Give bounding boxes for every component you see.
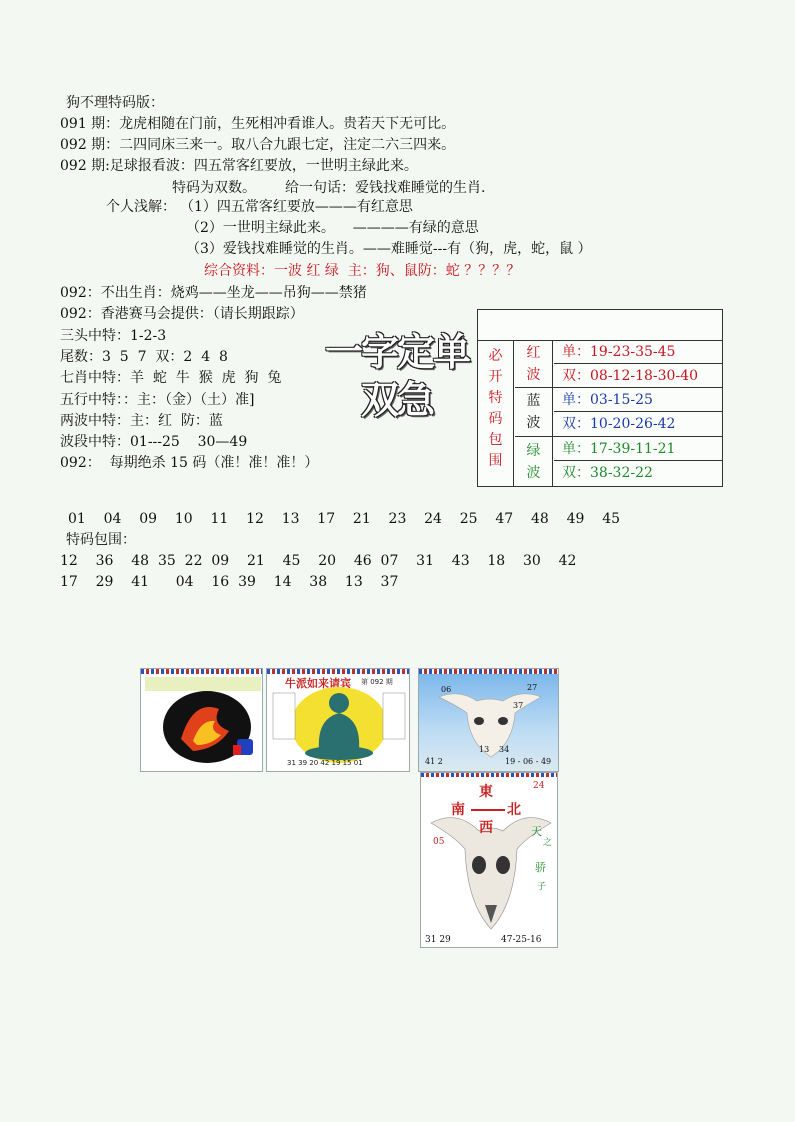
detail-line: 七肖中特：羊 蛇 牛 猴 虎 狗 兔 [60,370,282,386]
text-line: 091 期：龙虎相随在门前，生死相冲看谁人。贵若天下无可比。 [60,116,456,132]
compass-cross-icon [471,809,505,811]
wave-group-red [515,340,722,388]
compass-north: 東 [479,784,493,800]
promo-image-4 [420,772,558,948]
summary-text: 综合资料：一波 红 绿 主：狗、鼠防：蛇 ？？？？ [204,263,521,279]
promo-image-2 [266,668,410,772]
buddha-icon [267,669,410,772]
text-line: 092 期：二四同床三来一。取八合九跟七定，注定二六三四来。 [60,137,456,153]
detail-line: 三头中特：1-2-3 [60,328,167,344]
image-number: 06 [441,685,452,694]
image-top-right: 24 [533,781,545,791]
image-bottom-left: 41 2 [425,757,443,766]
image-left-number: 05 [433,837,445,847]
analysis-line: （3）爱钱找难睡觉的生肖。——难睡觉---有（狗，虎，蛇，鼠 ） [186,241,592,257]
analysis-line: （2）一世明主绿此来。 ————有绿的意思 [186,220,479,236]
flame-logo-icon [141,669,263,772]
package-label: 特码包围： [66,532,136,548]
image-issue: 第 092 期 [361,678,393,686]
image-bottom-numbers: 19 - 06 - 49 [505,757,552,766]
table-row: 单：03-15-25 [554,388,722,412]
table-row: 单：17-39-11-21 [554,437,722,461]
wave-table [477,309,723,487]
detail-line: 092： 每期绝杀 15 码（准！准！准！） [60,455,319,471]
image-side-char: 子 [537,882,547,892]
page-header: 狗不理特码版： [66,95,164,111]
image-number: 27 [527,683,538,692]
compass-west: 南 [451,802,465,818]
package-row: 17 29 41 04 16 39 14 38 13 37 [60,574,399,590]
image-bottom-left: 31 29 [425,935,451,945]
table-header [478,310,722,341]
text-line: 092 期:足球报看波：四五常客红要放，一世明主绿此来。 [60,158,418,174]
image-side-char: 天 [531,825,542,838]
table-row: 双：38-32-22 [562,465,653,481]
wave-label: 红 波 [515,340,553,387]
image-number: 13 [479,745,490,754]
numbers-row: 01 04 09 10 11 12 13 17 21 23 24 25 47 48 49 45 [68,511,621,527]
detail-line: 092：香港赛马会提供：（请长期跟踪） [60,306,304,322]
table-row: 双：10-20-26-42 [562,416,676,432]
image-side-char: 骄 [535,861,546,874]
detail-line: 尾数：3 5 7 双：2 4 8 [60,349,228,365]
compass-east: 北 [507,802,521,818]
image-side-char: 之 [543,838,553,848]
hint-text: 给一句话：爱钱找难睡觉的生肖. [285,180,486,196]
promo-image-1 [140,668,263,772]
detail-line: 五行中特：：主：（金）（土）准] [60,392,255,408]
analysis-label: 个人浅解： [106,199,176,215]
image-number: 37 [513,701,524,710]
wave-group-green [515,437,722,486]
detail-line: 波段中特：01---25 30—49 [60,434,248,450]
wave-group-blue [515,388,722,437]
compass-south: 西 [479,820,493,836]
detail-line: 092：不出生肖：烧鸡——坐龙——吊狗——禁猪 [60,285,367,301]
image-bottom-numbers: 31 39 20 42 19 15 01 [287,759,363,767]
package-row: 12 36 48 35 22 09 21 45 20 46 07 31 43 18 30 42 [60,553,577,569]
table-row: 双：08-12-18-30-40 [562,368,698,384]
image-number: 34 [499,745,510,754]
analysis-line: （1）四五常客红要放———有红意思 [180,199,413,215]
table-row: 单：19-23-35-45 [554,340,722,364]
image-bottom-right: 47-25-16 [501,935,542,945]
wave-label: 绿 波 [515,437,553,486]
table-side-label: 必 开 特 码 包 围 [478,340,514,486]
image-title: 牛派如来请宾 [285,677,351,690]
wave-label: 蓝 波 [515,388,553,436]
promo-image-3 [418,668,559,772]
big-title: 一字定单双急 [324,330,469,422]
even-odd-text: 特码为双数。 [172,180,256,196]
detail-line: 两波中特：主：红 防：蓝 [60,413,223,429]
